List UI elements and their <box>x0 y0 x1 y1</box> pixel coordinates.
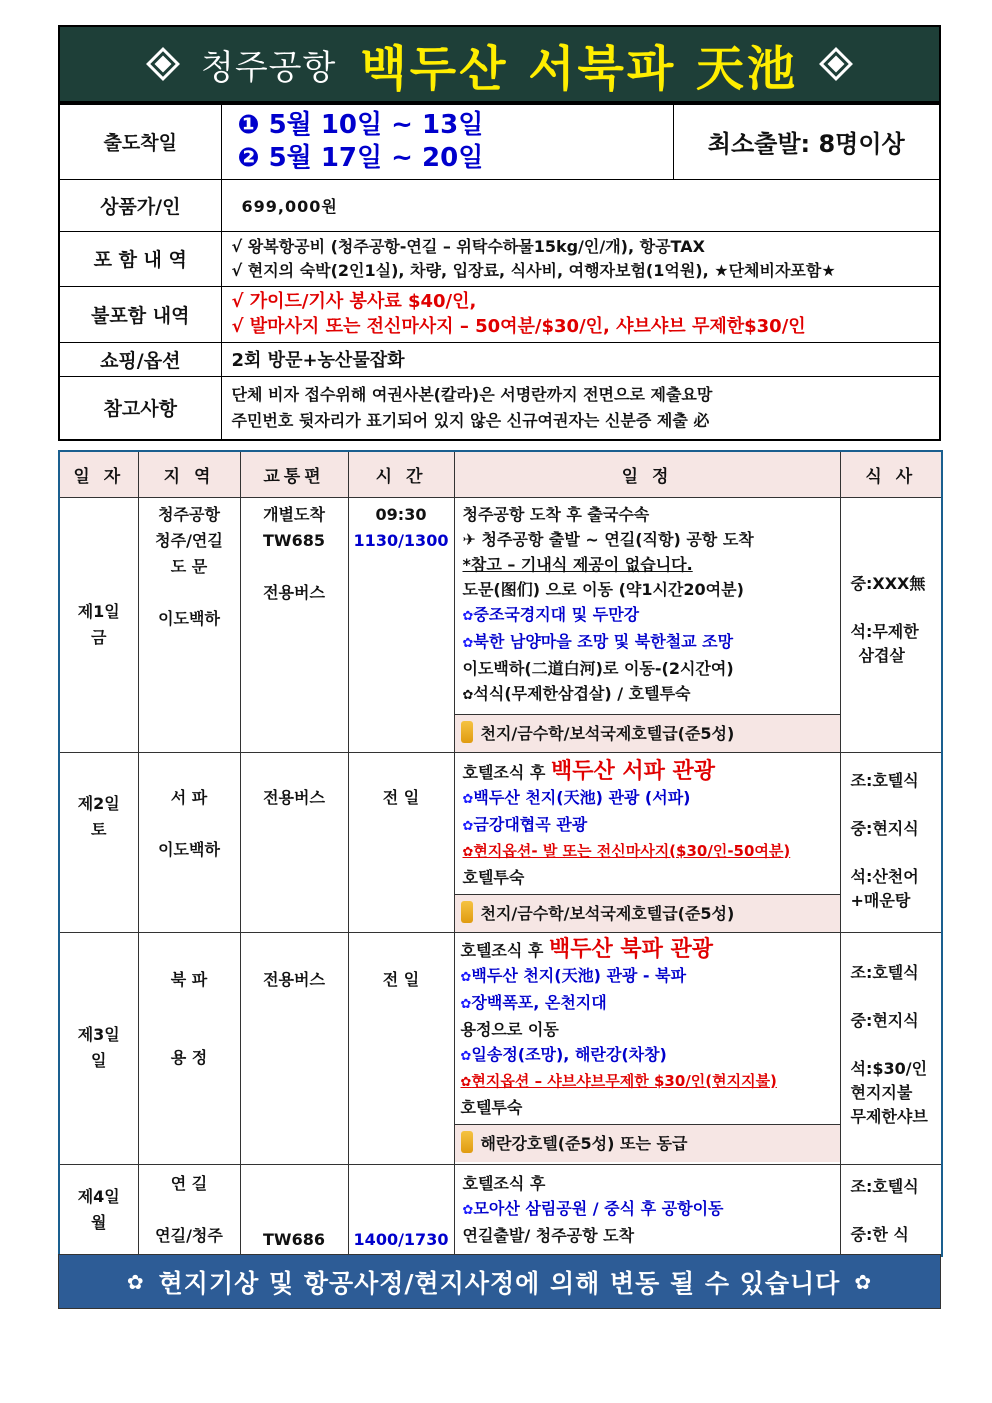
meal-dinner-detail: 삼겹살 <box>858 645 905 665</box>
day4-row <box>59 1164 942 1256</box>
weekday: 일 <box>91 1051 107 1070</box>
region: 도 문 <box>170 556 208 576</box>
flight-number: TW685 <box>263 530 325 550</box>
departure-dates <box>221 104 673 179</box>
note-list <box>221 376 940 440</box>
weekday: 토 <box>91 819 107 839</box>
itinerary-sight: 장백폭포, 온천지대 <box>471 992 607 1012</box>
footer-text: 현지기상 및 항공사정/현지사정에 의해 변동 될 수 있습니다 <box>158 1268 841 1298</box>
meal-dinner: 석:무제한 <box>850 621 919 641</box>
region: 이도백하 <box>158 608 220 628</box>
itinerary-line: 이도백하(二道白河)로 이동-(2시간여) <box>462 658 734 678</box>
hotel-name: 천지/금수학/보석국제호텔급(준5성) <box>480 723 735 743</box>
region: 용 정 <box>170 1047 208 1067</box>
minimum-departure: 최소출발: 8명이상 <box>673 104 940 179</box>
day4-label <box>59 1164 138 1256</box>
meal-dinner: 석:산천어 <box>850 866 919 886</box>
product-info-table <box>58 103 941 441</box>
meal-lunch: 중:현지식 <box>850 818 919 838</box>
exclude-label: 불포함 내역 <box>59 286 221 342</box>
exclude-line: √ 가이드/기사 봉사료 $40/인, <box>231 291 477 312</box>
day4-itinerary <box>454 1164 840 1256</box>
hotel-bar-icon <box>461 1131 473 1153</box>
transport: 전용버스 <box>263 582 325 602</box>
time: 1130/1300 <box>353 530 449 550</box>
shopping-label: 쇼핑/옵션 <box>59 342 221 376</box>
flower-icon: ✿ <box>462 1202 474 1218</box>
weekday: 금 <box>91 627 107 647</box>
flower-icon: ✿ <box>460 1074 472 1090</box>
col-header-day: 일 자 <box>59 451 138 497</box>
meal-lunch: 중:현지식 <box>850 1010 919 1030</box>
flower-icon: ✿ <box>462 844 474 860</box>
day1-times <box>348 497 454 752</box>
include-label: 포 함 내 역 <box>59 231 221 286</box>
itinerary-sight: 금강대협곡 관광 <box>473 814 588 834</box>
day1-regions <box>138 497 240 752</box>
itinerary-note: *참고 – 기내식 제공이 없습니다. <box>462 554 693 574</box>
date-label: 출도착일 <box>59 104 221 179</box>
include-line: √ 현지의 숙박(2인1실), 차량, 입장료, 식사비, 여행자보험(1억원), ★단체비자포함★ <box>231 260 836 280</box>
shopping-value: 2회 방문+농산물잡화 <box>221 342 940 376</box>
day2-itinerary <box>454 752 840 932</box>
day3-transport: 전용버스 <box>240 932 348 1164</box>
col-header-region: 지 역 <box>138 451 240 497</box>
day3-regions <box>138 932 240 1164</box>
note-line: 단체 비자 접수위해 여권사본(칼라)은 서명란까지 전면으로 제출요망 <box>231 384 713 404</box>
date-option-2: ❷ 5월 17일 ~ 20일 <box>237 142 484 173</box>
flower-icon: ✿ <box>462 818 474 834</box>
flower-icon: ✿ <box>126 1269 145 1294</box>
flower-icon: ✿ <box>462 608 474 624</box>
day1-meals <box>840 497 942 752</box>
region: 연길/청주 <box>155 1225 223 1245</box>
itinerary-sight: 백두산 천지(天池) 관광 (서파) <box>473 787 691 807</box>
day2-regions <box>138 752 240 932</box>
itinerary-option: 현지옵션 – 샤브샤브무제한 $30/인(현지지불) <box>471 1071 777 1090</box>
diamond-icon <box>816 44 856 84</box>
note-line: 주민번호 뒷자리가 표기되어 있지 않은 신규여권자는 신분증 제출 必 <box>231 410 710 430</box>
itinerary-line: 용정으로 이동 <box>460 1019 559 1039</box>
day1-row <box>59 497 942 752</box>
day3-row <box>59 932 942 1164</box>
region: 서 파 <box>170 787 208 807</box>
hotel-bar-icon <box>461 721 473 743</box>
itinerary-line: 호텔조식 후 <box>460 940 544 960</box>
meal-dinner-detail: 무제한샤브 <box>850 1106 928 1126</box>
day3-itinerary <box>454 932 840 1164</box>
region: 청주/연길 <box>155 530 223 550</box>
meal-lunch: 중:한 식 <box>850 1224 909 1244</box>
itinerary-option: 현지옵션- 발 또는 전신마사지($30/인-50여분) <box>473 841 791 860</box>
flower-icon: ✿ <box>854 1269 873 1294</box>
weekday: 월 <box>91 1212 107 1232</box>
flower-icon: ✿ <box>462 687 474 703</box>
region: 청주공항 <box>158 504 220 524</box>
day-number: 제3일 <box>77 1025 120 1044</box>
day4-time: 1400/1730 <box>348 1164 454 1256</box>
flower-icon: ✿ <box>462 791 474 807</box>
col-header-transport: 교통편 <box>240 451 348 497</box>
exclude-line: √ 발마사지 또는 전신마사지 – 50여분/$30/인, 샤브샤브 무제한$30/인 <box>231 316 806 337</box>
day2-time: 전 일 <box>348 752 454 932</box>
itinerary-line: 석식(무제한삼겹살) / 호텔투숙 <box>473 683 691 703</box>
day2-transport: 전용버스 <box>240 752 348 932</box>
col-header-meals: 식 사 <box>840 451 942 497</box>
hotel-name: 해란강호텔(준5성) 또는 동급 <box>480 1133 688 1153</box>
region: 연 길 <box>170 1173 208 1193</box>
price-label: 상품가/인 <box>59 179 221 231</box>
itinerary-sight: 북한 남양마을 조망 및 북한철교 조망 <box>473 631 734 651</box>
day2-label <box>59 752 138 932</box>
meal-breakfast: 조:호텔식 <box>850 962 919 982</box>
day-number: 제4일 <box>77 1186 120 1206</box>
include-line: √ 왕복항공비 (청주공항-연길 – 위탁수하물15kg/인/개), 항공TAX <box>231 236 705 256</box>
day3-time: 전 일 <box>348 932 454 1164</box>
region: 이도백하 <box>158 839 220 859</box>
col-header-time: 시 간 <box>348 451 454 497</box>
flower-icon: ✿ <box>460 969 472 985</box>
meal-breakfast: 조:호텔식 <box>850 770 919 790</box>
itinerary-line: 호텔조식 후 <box>462 1173 546 1193</box>
day1-label <box>59 497 138 752</box>
date-option-1: ❶ 5월 10일 ~ 13일 <box>237 109 484 140</box>
itinerary-line: 도문(图们) 으로 이동 (약1시간20여분) <box>462 579 744 599</box>
itinerary-sight: 일송정(조망), 해란강(차창) <box>471 1044 667 1064</box>
day2-meals <box>840 752 942 932</box>
banner-subtitle: 청주공항 <box>200 47 337 88</box>
itinerary-table <box>58 450 943 1257</box>
transport: 개별도착 <box>263 504 325 524</box>
flower-icon: ✿ <box>460 996 472 1012</box>
day3-hotel <box>455 1124 840 1162</box>
day-number: 제1일 <box>77 601 120 621</box>
itinerary-sight: 모아산 삼림공원 / 중식 후 공항이동 <box>473 1198 724 1218</box>
day-number: 제2일 <box>77 793 120 813</box>
diamond-icon <box>143 44 183 84</box>
day4-regions <box>138 1164 240 1256</box>
itinerary-line: 호텔투숙 <box>462 867 525 887</box>
itinerary-highlight: 백두산 북파 관광 <box>548 936 714 962</box>
day1-hotel <box>455 714 840 752</box>
day3-label <box>59 932 138 1164</box>
day2-row <box>59 752 942 932</box>
itinerary-line: 호텔투숙 <box>460 1097 523 1117</box>
flower-icon: ✿ <box>460 1048 472 1064</box>
day4-flight: TW686 <box>240 1164 348 1256</box>
hotel-bar-icon <box>461 901 473 923</box>
region: 북 파 <box>170 969 208 989</box>
price-value: 699,000원 <box>221 179 940 231</box>
itinerary-line: ✈ 청주공항 출발 ~ 연길(직항) 공항 도착 <box>462 529 754 549</box>
exclude-list <box>221 286 940 342</box>
itinerary-sight: 중조국경지대 및 두만강 <box>473 604 640 624</box>
meal-dinner-detail: +매운탕 <box>850 890 911 910</box>
title-banner <box>58 25 941 103</box>
col-header-itinerary: 일 정 <box>454 451 840 497</box>
day1-transport <box>240 497 348 752</box>
day3-meals <box>840 932 942 1164</box>
footer-notice <box>58 1254 941 1309</box>
itinerary-sight: 백두산 천지(天池) 관광 - 북파 <box>471 965 687 985</box>
meal-dinner-detail: 현지지불 <box>850 1082 913 1102</box>
day4-meals <box>840 1164 942 1256</box>
banner-title: 백두산 서북파 天池 <box>360 40 799 97</box>
itinerary-highlight: 백두산 서파 관광 <box>550 758 716 784</box>
meal-breakfast: 조:호텔식 <box>850 1176 919 1196</box>
itinerary-line: 호텔조식 후 <box>462 762 546 782</box>
itinerary-line: 청주공항 도착 후 출국수속 <box>462 504 650 524</box>
meal-lunch: 중:XXX無 <box>850 573 926 593</box>
meal-dinner: 석:$30/인 <box>850 1058 928 1078</box>
note-label: 참고사항 <box>59 376 221 440</box>
time: 09:30 <box>375 504 427 524</box>
hotel-name: 천지/금수학/보석국제호텔급(준5성) <box>480 903 735 923</box>
day2-hotel <box>455 894 840 932</box>
day1-itinerary <box>454 497 840 752</box>
itinerary-line: 연길출발/ 청주공항 도착 <box>462 1225 635 1245</box>
include-list <box>221 231 940 286</box>
flower-icon: ✿ <box>462 635 474 651</box>
